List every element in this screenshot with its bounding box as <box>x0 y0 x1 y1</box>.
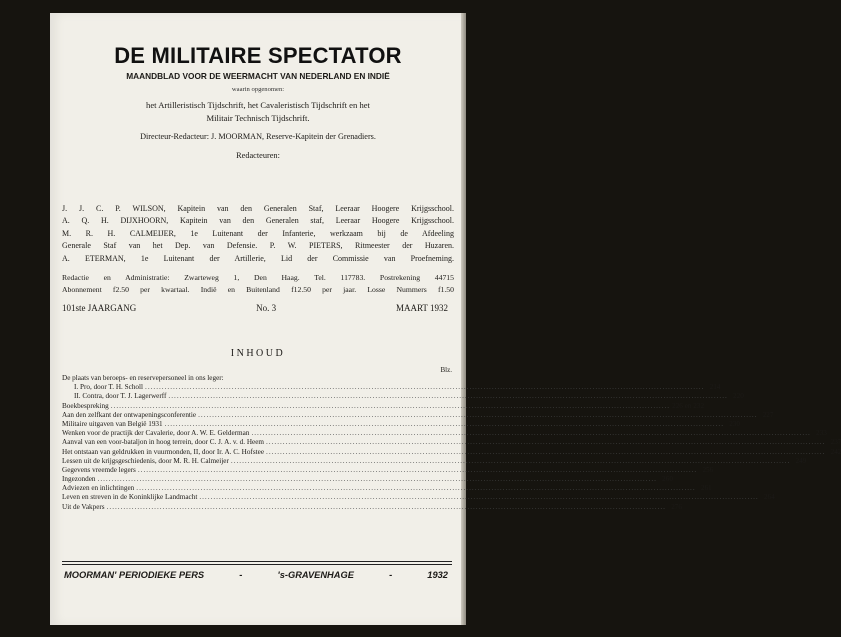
toc-leader-dots: ........................................................................................................................................................................................................ <box>230 456 791 465</box>
toc-leader-dots: ........................................................................................................................................................................................................ <box>266 447 826 456</box>
toc-entry <box>62 475 673 484</box>
toc-entry-title: Militaire uitgaven van België 1931 <box>62 419 163 428</box>
footer-dash: - <box>239 570 243 580</box>
toc-entry-page: 242 <box>830 447 841 456</box>
administration-info <box>62 272 454 297</box>
footer-rule <box>62 561 452 562</box>
toc-leader-dots: ........................................................................................................................................................................................................ <box>168 392 728 401</box>
toc-leader-dots: ........................................................................................................................................................................................................ <box>251 429 811 438</box>
toc-entry <box>62 429 827 438</box>
toc-entry-page: 227 <box>762 410 774 419</box>
toc-entry-page: 261 <box>700 484 712 493</box>
toc-leader-dots: ........................................................................................................................................................................................................ <box>110 401 671 410</box>
toc-entry <box>62 493 775 502</box>
toc-entry-page: 260 <box>662 475 673 484</box>
editor-line: A. ETERMAN, 1e Luitenant der Artillerie, Lid der Commissie van Proefneming. <box>62 253 454 263</box>
journal-subtitle: MAANDBLAD VOOR DE WEERMACHT VAN NEDERLAND EN INDIË <box>126 71 390 81</box>
toc-leader-dots: ........................................................................................................................................................................................................ <box>199 493 759 502</box>
toc-entry-title: Leven en streven in de Koninklijke Landmacht <box>62 493 198 502</box>
toc-entry-title: Uit de Vakpers <box>62 502 105 511</box>
document-page <box>50 13 841 625</box>
toc-entry-title: Ingezonden <box>62 475 96 484</box>
toc-leader-dots: ........................................................................................................................................................................................................ <box>136 484 696 493</box>
toc-entry-title: Het ontstaan van geldrukken in vuurmonden, II, door Ir. A. C. Hofstee <box>62 447 265 456</box>
toc-entry-title: Gegevens vreemde legers <box>62 465 136 474</box>
toc-leader-dots: ........................................................................................................................................................................................................ <box>137 465 698 474</box>
issue-date: MAART 1932 <box>395 303 448 313</box>
toc-entry <box>62 456 807 466</box>
editor-line: A. Q. H. DIJXHOORN, Kapitein van den Generalen staf, Leeraar Hoogere Krijgsschool. <box>62 216 454 226</box>
toc-leader-dots: ........................................................................................................................................................................................................ <box>106 502 666 511</box>
editor-line: M. R. H. CALMEIJER, 1e Luitenant der Infanterie, werkzaam bij de Afdeeling <box>62 228 454 238</box>
toc-entry-page: 220 <box>733 392 744 401</box>
contents-heading: INHOUD <box>230 348 286 359</box>
publisher-footer <box>64 570 448 580</box>
toc-entry <box>62 374 452 383</box>
merged-journals <box>64 99 452 125</box>
footer-dash: - <box>389 570 393 580</box>
toc-entry <box>62 484 712 493</box>
toc-entry-page: 264 <box>763 493 775 502</box>
toc-entry-title: Aan den zelfkant der ontwapeningsconferentie <box>62 410 197 419</box>
toc-entry-title: Wenken voor de practijk der Cavalerie, door A. W. E. Gelderman <box>62 429 250 438</box>
toc-entry-page: 237 <box>830 438 841 447</box>
toc-entry-page: 226 en 232 <box>672 401 705 410</box>
editors-list <box>62 203 454 265</box>
toc-entry-page: 256 <box>702 465 714 474</box>
toc-entry-title: De plaats van beroeps- en reservepersoneel in ons leger: <box>62 374 224 382</box>
toc-entry-title: Boekbespreking <box>62 401 109 410</box>
toc-entry-title: I. Pro, door T. H. Scholl <box>74 383 144 392</box>
toc-entry <box>62 383 721 392</box>
publisher-city: 's-GRAVENHAGE <box>277 570 354 580</box>
toc-entry <box>62 438 841 447</box>
director-line: Directeur-Redacteur: J. MOORMAN, Reserve-Kapitein der Grenadiers. <box>140 132 376 141</box>
toc-entry-page: 249 <box>795 456 807 465</box>
journals-line-1: het Artilleristisch Tijdschrift, het Cavaleristisch Tijdschrift en het <box>146 100 370 110</box>
toc-entry <box>62 392 744 401</box>
volume: 101ste JAARGANG <box>62 303 137 313</box>
page-column-label: Blz. <box>440 366 452 374</box>
toc-entry-title: II. Contra, door T. J. Lagerwerff <box>74 392 167 401</box>
toc-entry <box>62 502 682 512</box>
toc-entry-title: Aanval van een voor-bataljon in hoog terrein, door C. J. A. v. d. Heem <box>62 438 264 447</box>
editors-heading: Redacteuren: <box>236 151 280 160</box>
toc-entry-page: 214 <box>709 383 721 392</box>
address-line: Redactie en Administratie: Zwarteweg 1, Den Haag. Tel. 117783. Postrekening 44715 <box>62 273 454 282</box>
masthead <box>64 43 452 160</box>
toc-entry <box>62 401 705 411</box>
issue-line <box>62 303 448 313</box>
publication-year: 1932 <box>427 570 448 580</box>
toc-leader-dots: ........................................................................................................................................................................................................ <box>266 438 826 447</box>
toc-entry <box>62 465 714 475</box>
toc-entry <box>62 410 774 420</box>
page-edge <box>461 13 466 625</box>
toc-entry-page: 230 <box>729 419 740 428</box>
merged-note: waarin opgenomen: <box>231 86 285 93</box>
journal-title: DE MILITAIRE SPECTATOR <box>114 43 402 68</box>
toc-entry-title: Adviezen en inlichtingen <box>62 484 135 493</box>
toc-leader-dots: ........................................................................................................................................................................................................ <box>97 475 657 484</box>
publisher-name: MOORMAN' PERIODIEKE PERS <box>64 570 205 580</box>
editor-line: Generale Staf van het Dep. van Defensie. P. W. PIETERS, Ritmeester der Huzaren. <box>62 241 454 251</box>
toc-entry <box>62 447 841 457</box>
editor-line: J. J. C. P. WILSON, Kapitein van den Generalen Staf, Leeraar Hoogere Krijgsschool. <box>62 204 454 213</box>
toc-entry-page: 276 <box>671 502 682 511</box>
journals-line-2: Militair Technisch Tijdschrift. <box>206 113 310 123</box>
toc-leader-dots: ........................................................................................................................................................................................................ <box>145 383 705 392</box>
table-of-contents <box>62 374 841 512</box>
issue-number: No. 3 <box>256 303 277 313</box>
toc-leader-dots: ........................................................................................................................................................................................................ <box>164 419 724 428</box>
subscription-line: Abonnement f2.50 per kwartaal. Indië en Buitenland f12.50 per jaar. Losse Nummers f1.50 <box>62 285 454 295</box>
toc-entry-title: Lessen uit de krijgsgeschiedenis, door M. R. H. Calmeijer <box>62 456 229 465</box>
toc-entry <box>62 419 740 429</box>
toc-entry-page: 233 <box>816 429 827 438</box>
footer-rule-thin <box>62 564 452 565</box>
toc-leader-dots: ........................................................................................................................................................................................................ <box>198 410 758 419</box>
